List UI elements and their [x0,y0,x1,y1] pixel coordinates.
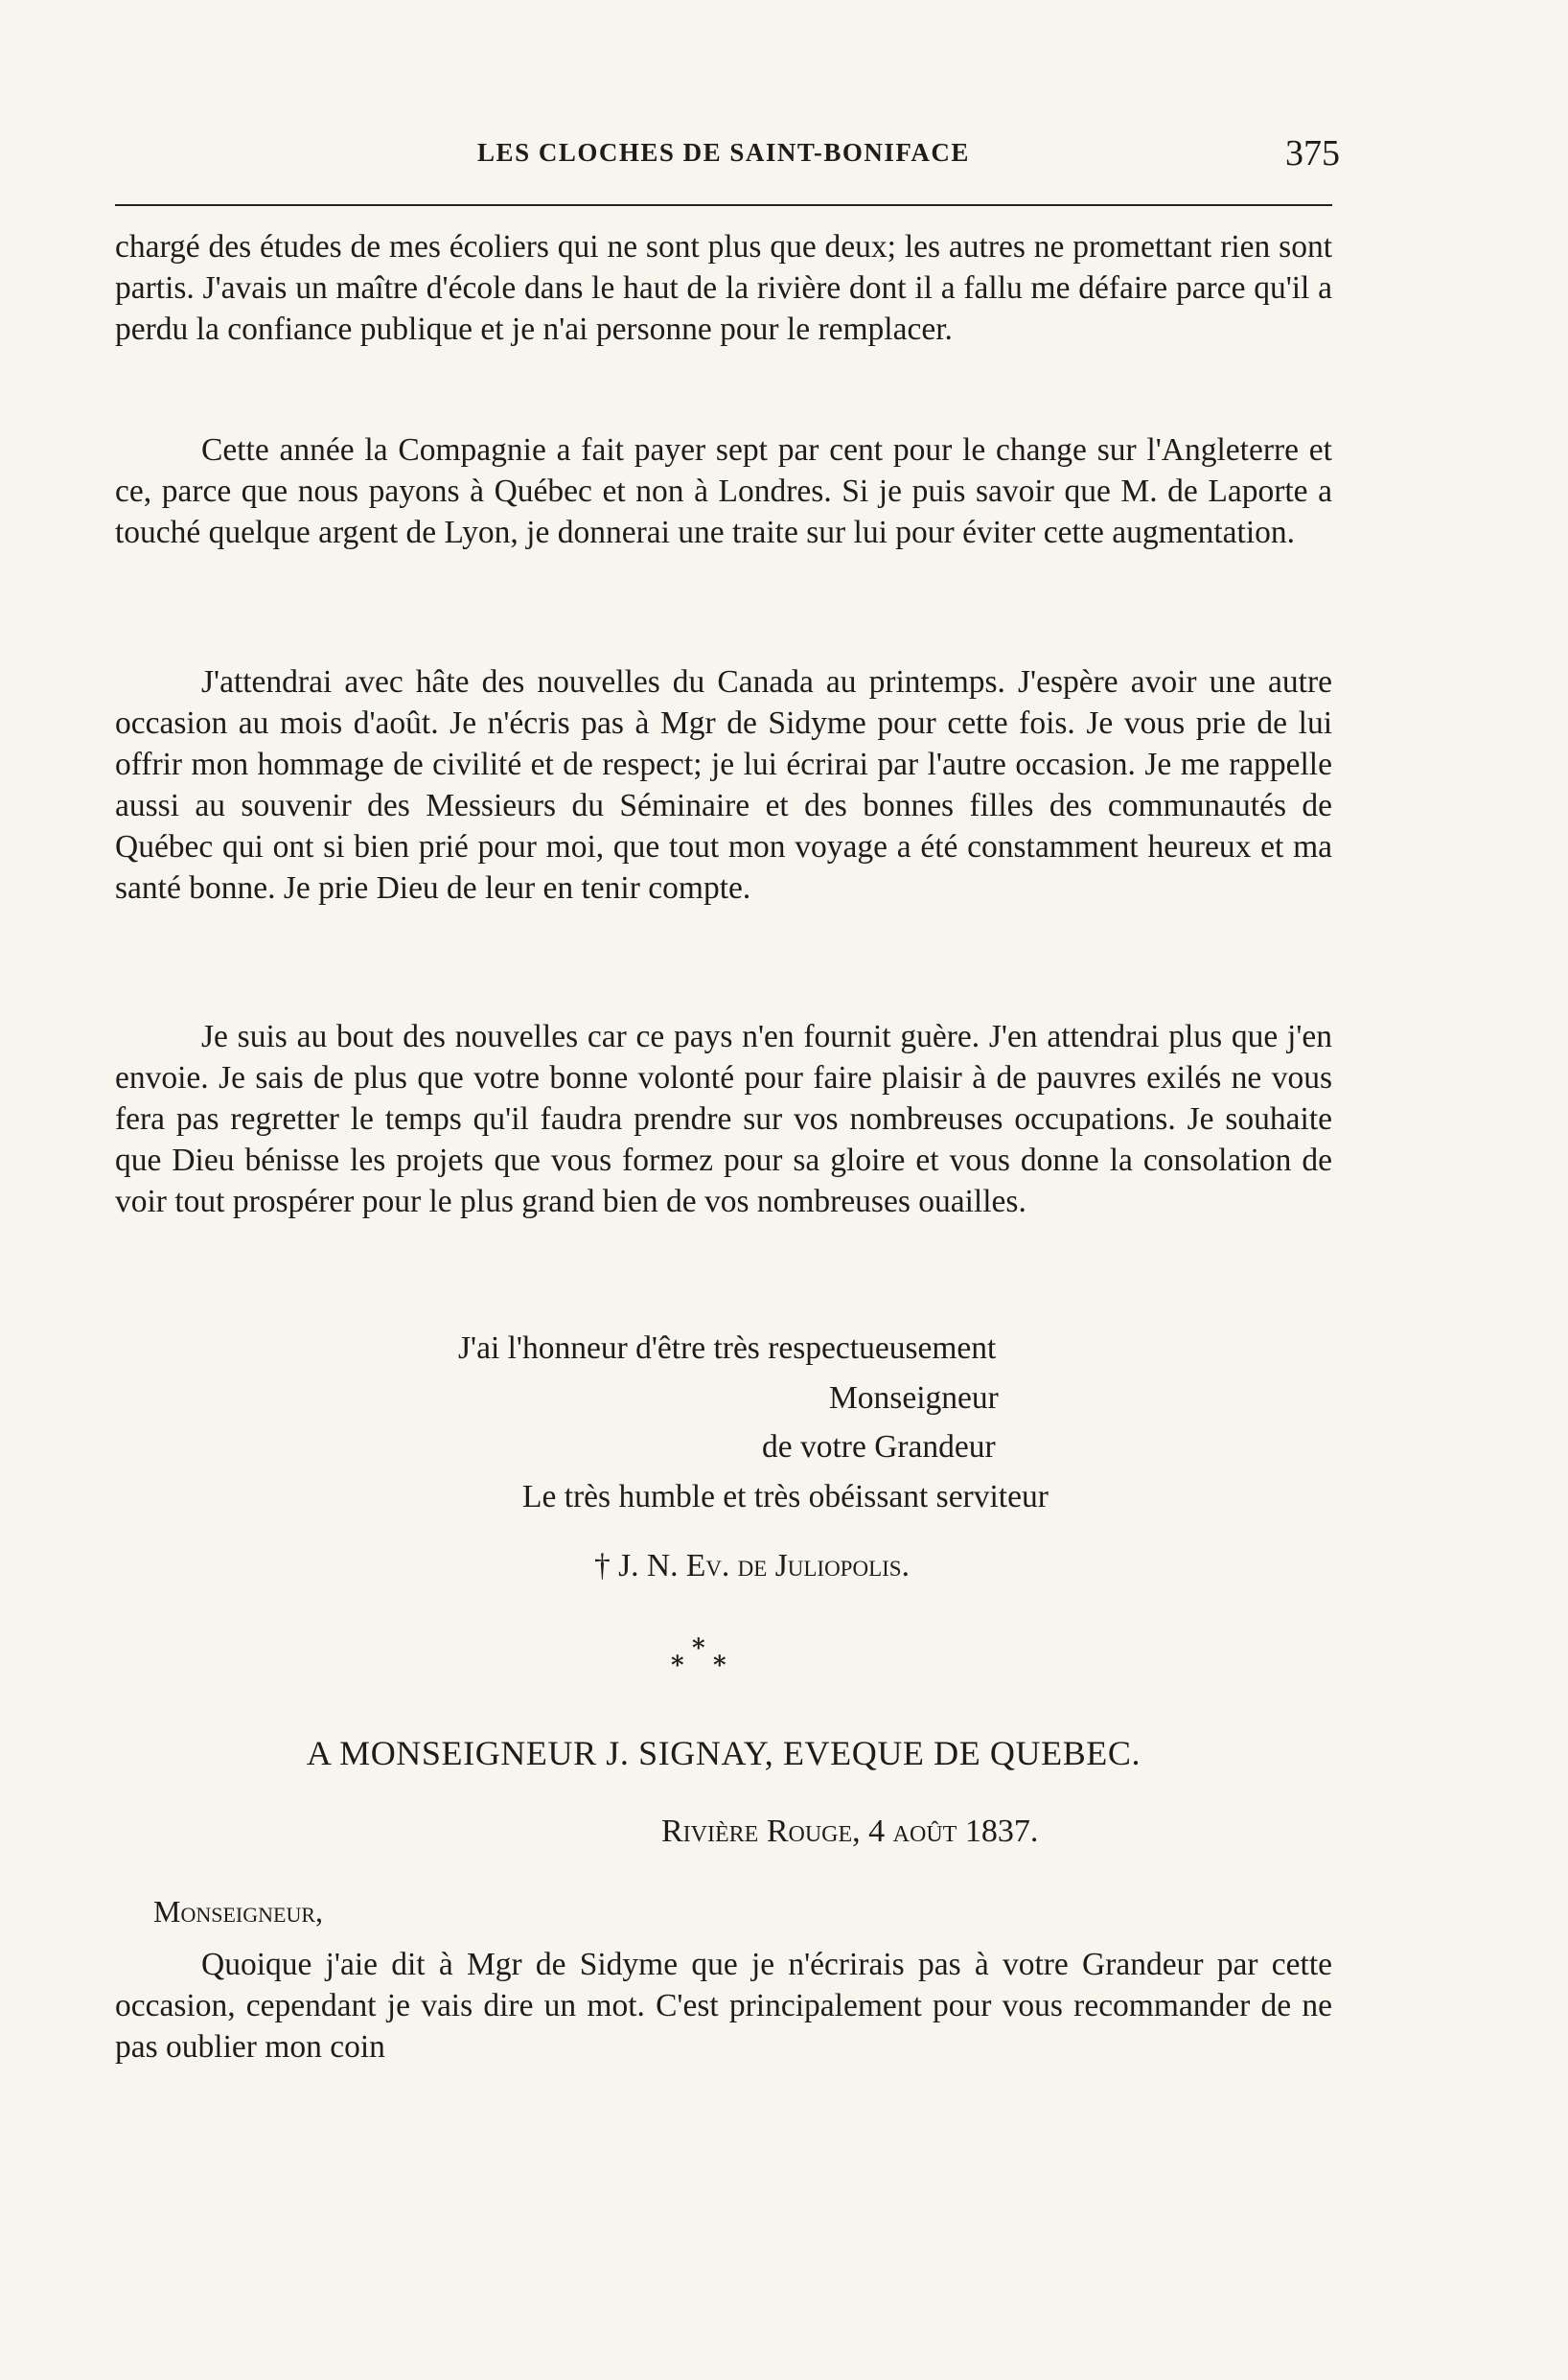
separator-star: * [671,1652,684,1680]
page-number: 375 [1285,133,1340,173]
letter-paragraph-1-block [115,226,1332,350]
header-rule [115,204,1332,206]
letter-paragraph-2-block [115,429,1332,553]
letter-paragraph: chargé des études de mes écoliers qui ne sont plus que deux; les autres ne promettant rien sont partis. J'avais un maître d'école dans le haut de la rivière dont il a fallu me défaire parce qu'il a perdu la confiance publique et je n'ai personne pour le remplacer. [115,229,1332,347]
letter-paragraph-4-block [115,1016,1332,1222]
letter-heading: A MONSEIGNEUR J. SIGNAY, EVEQUE DE QUEBEC. [306,1734,1141,1772]
signature: † J. N. Ev. de Juliopolis. [594,1548,910,1583]
salutation: Monseigneur, [153,1894,324,1929]
letter-paragraph-5-block [115,1944,1332,2068]
closing-line: J'ai l'honneur d'être très respectueusement [458,1330,997,1366]
running-title: LES CLOCHES DE SAINT-BONIFACE [477,138,970,167]
letter-paragraph: Quoique j'aie dit à Mgr de Sidyme que je n'écrirais pas à votre Grandeur par cette occasion, cependant je vais dire un mot. C'est principalement pour vous recommander de ne pas oublier mon coin [115,1947,1332,2065]
running-head [115,132,1340,180]
separator-star: * [713,1652,726,1680]
closing-line: Monseigneur [829,1380,999,1416]
letter-paragraph: J'attendrai avec hâte des nouvelles du Canada au printemps. J'espère avoir une autre occasion au mois d'août. Je n'écris pas à Mgr de Sidyme pour cette fois. Je vous prie de lui offrir mon hommage de civilité et de respect; je lui écrirai par l'autre occasion. Je me rappelle aussi au souvenir des Messieurs du Séminaire et des bonnes filles des communautés de Québec qui ont si bien prié pour moi, que tout mon voyage a été constamment heureux et ma santé bonne. Je prie Dieu de leur en tenir compte. [115,664,1332,906]
letter-paragraph-3-block [115,661,1332,909]
letter-paragraph: Cette année la Compagnie a fait payer sept par cent pour le change sur l'Angleterre et ce, parce que nous payons à Québec et non à Londres. Si je puis savoir que M. de Laporte a touché quelque argent de Lyon, je donnerai une traite sur lui pour éviter cette augmentation. [115,432,1332,550]
dateline: Rivière Rouge, 4 août 1837. [661,1814,1039,1849]
section-separator [671,1634,786,1692]
closing-line: de votre Grandeur [762,1429,996,1465]
closing-line: Le très humble et très obéissant serviteur [522,1479,1049,1514]
letter-paragraph: Je suis au bout des nouvelles car ce pays n'en fournit guère. J'en attendrai plus que j'en envoie. Je sais de plus que votre bonne volonté pour faire plaisir à de pauvres exilés ne vous fera pas regretter le temps qu'il faudra prendre sur vos nombreuses occupations. Je souhaite que Dieu bénisse les projets que vous formez pour sa gloire et vous donne la consolation de voir tout prospérer pour le plus grand bien de vos nombreuses ouailles. [115,1019,1332,1219]
separator-star: * [692,1634,705,1663]
